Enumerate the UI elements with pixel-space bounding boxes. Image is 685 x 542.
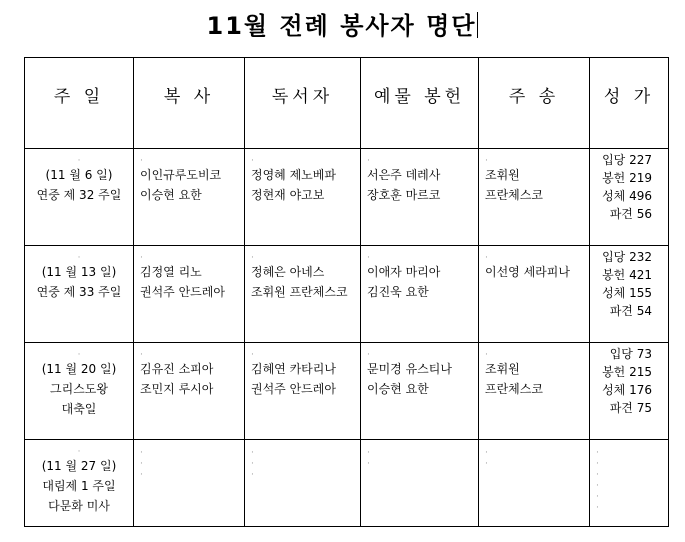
server-name: 권석주 안드레아 — [140, 285, 225, 299]
table-row — [25, 246, 669, 343]
hymn-entry: 성체 176 — [602, 383, 652, 397]
cantor-cell: · 조휘원 프란체스코 — [479, 343, 590, 440]
sunday-cell: · (11 월 13 일) 연중 제 33 주일 — [25, 246, 134, 343]
offering-cell: · 서은주 데레사 장호훈 마르코 — [361, 149, 479, 246]
document-title — [0, 6, 685, 41]
reader-name: 권석주 안드레아 — [251, 382, 336, 396]
date-text: (11 월 13 일) — [41, 265, 117, 279]
hymn-entry: 입당 73 — [609, 347, 652, 361]
hymn-cell: · · · · · · — [590, 440, 669, 527]
offering-name: 김진욱 요한 — [367, 285, 429, 299]
sunday-cell: · (11 월 20 일) 그리스도왕 대축일 — [25, 343, 134, 440]
cantor-cell: · · — [479, 440, 590, 527]
reader-cell: · 김혜연 카타리나 권석주 안드레아 — [245, 343, 361, 440]
reader-cell: · 정영혜 제노베파 정현재 야고보 — [245, 149, 361, 246]
reader-cell: · · · — [245, 440, 361, 527]
table-row — [25, 149, 669, 246]
offering-cell: · 이애자 마리아 김진욱 요한 — [361, 246, 479, 343]
header-server: 복 사 — [134, 58, 245, 149]
occasion-text: 그리스도왕 — [50, 382, 108, 396]
cantor-cell: · 이선영 세라피나 — [479, 246, 590, 343]
occasion-text: 연중 제 33 주일 — [36, 285, 122, 299]
server-cell: · · · — [134, 440, 245, 527]
table-row — [25, 343, 669, 440]
server-name: 조민지 루시아 — [140, 382, 214, 396]
hymn-entry: 파견 75 — [609, 401, 652, 415]
offering-name: 이애자 마리아 — [367, 265, 441, 279]
occasion-text: 연중 제 32 주일 — [36, 188, 122, 202]
server-name: 이인규루도비코 — [140, 168, 222, 182]
date-text: (11 월 6 일) — [45, 168, 113, 182]
hymn-entry: 봉헌 215 — [602, 365, 652, 379]
reader-name: 김혜연 카타리나 — [251, 362, 336, 376]
offering-name: 장호훈 마르코 — [367, 188, 441, 202]
cantor-name: 이선영 세라피나 — [485, 265, 570, 279]
occasion-text: 대림제 1 주일 — [42, 479, 116, 493]
date-text: (11 월 27 일) — [41, 459, 117, 473]
hymn-cell — [590, 246, 669, 343]
hymn-cell — [590, 343, 669, 440]
server-cell: · 김정열 리노 권석주 안드레아 — [134, 246, 245, 343]
hymn-entry: 입당 232 — [602, 250, 652, 264]
hymn-entry: 봉헌 421 — [602, 268, 652, 282]
sunday-cell: · (11 월 6 일) 연중 제 32 주일 — [25, 149, 134, 246]
server-name: 이승현 요한 — [140, 188, 202, 202]
hymn-entry: 파견 54 — [609, 304, 652, 318]
reader-name: 정현재 야고보 — [251, 188, 325, 202]
offering-name: 문미경 유스티나 — [367, 362, 452, 376]
header-reader: 독서자 — [245, 58, 361, 149]
server-name: 김유진 소피아 — [140, 362, 214, 376]
hymn-cell — [590, 149, 669, 246]
text-cursor — [477, 12, 478, 38]
occasion-text-2: 대축일 — [61, 402, 97, 416]
hymn-entry: 성체 496 — [602, 189, 652, 203]
cantor-name: 조휘원 — [485, 168, 520, 182]
offering-name: 이승현 요한 — [367, 382, 429, 396]
hymn-entry: 입당 227 — [602, 153, 652, 167]
cantor-name: 조휘원 — [485, 362, 520, 376]
hymn-entry: 봉헌 219 — [602, 171, 652, 185]
offering-cell: · · — [361, 440, 479, 527]
server-name: 김정열 리노 — [140, 265, 202, 279]
roster-table — [24, 57, 669, 527]
header-cantor: 주 송 — [479, 58, 590, 149]
date-text: (11 월 20 일) — [41, 362, 117, 376]
header-offering: 예물 봉헌 — [361, 58, 479, 149]
reader-name: 정영혜 제노베파 — [251, 168, 336, 182]
reader-cell: · 정혜은 아네스 조휘원 프란체스코 — [245, 246, 361, 343]
table-header-row — [25, 58, 669, 149]
hymn-entry: 성체 155 — [602, 286, 652, 300]
server-cell: · 이인규루도비코 이승현 요한 — [134, 149, 245, 246]
offering-name: 서은주 데레사 — [367, 168, 441, 182]
sunday-cell: · (11 월 27 일) 대림제 1 주일 다문화 미사 — [25, 440, 134, 527]
offering-cell: · 문미경 유스티나 이승현 요한 — [361, 343, 479, 440]
reader-name: 정혜은 아네스 — [251, 265, 325, 279]
server-cell: · 김유진 소피아 조민지 루시아 — [134, 343, 245, 440]
header-sunday: 주 일 — [25, 58, 134, 149]
cantor-cell: · 조휘원 프란체스코 — [479, 149, 590, 246]
cantor-name: 프란체스코 — [485, 382, 543, 396]
table-row — [25, 440, 669, 527]
cantor-name: 프란체스코 — [485, 188, 543, 202]
header-hymn: 성 가 — [590, 58, 669, 149]
hymn-entry: 파견 56 — [609, 207, 652, 221]
title-text: 11월 전례 봉사자 명단 — [206, 12, 477, 40]
reader-name: 조휘원 프란체스코 — [251, 285, 348, 299]
occasion-text-2: 다문화 미사 — [48, 499, 110, 513]
